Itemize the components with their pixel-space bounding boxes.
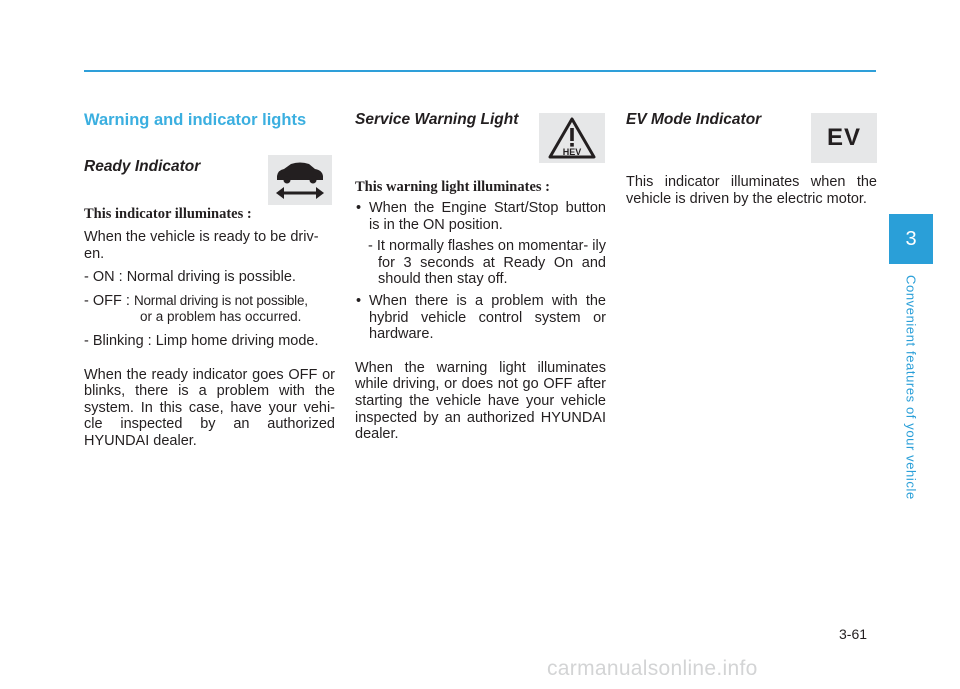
service-warning-lead: This warning light illuminates : <box>355 179 550 195</box>
off-text-line2: or a problem has occurred. <box>140 309 302 325</box>
list-item: - Blinking : Limp home driving mode. <box>84 332 319 349</box>
car-lift-arrows-icon <box>268 155 332 205</box>
ready-indicator-heading: Ready Indicator <box>84 158 201 175</box>
service-warning-para: When the warning light illuminates while driving, or does not go OFF after starting the vehicle have your vehicle inspected by an authorized HYUNDAI dealer. <box>355 359 606 443</box>
list-item: • When there is a problem with the hybrid vehicle control system or hardware. <box>355 293 606 343</box>
top-rule <box>84 70 876 72</box>
hev-warning-triangle-icon <box>539 113 605 163</box>
ev-icon-label: EV <box>826 124 861 151</box>
ev-mode-para: This indicator illuminates when the vehicle is driven by the electric motor. <box>626 174 877 207</box>
chapter-title <box>903 275 919 500</box>
ev-mode-icon <box>811 113 877 163</box>
watermark: carmanualsonline.info <box>547 657 758 680</box>
list-item: • When the Engine Start/Stop button is in the ON position. <box>355 200 606 233</box>
hev-icon-label: HEV <box>562 147 582 157</box>
list-item: - ON : Normal driving is possible. <box>84 269 296 286</box>
ready-indicator-lead: This indicator illuminates : <box>84 206 252 222</box>
ready-indicator-intro <box>84 229 335 262</box>
list-item-sub: - It normally flashes on momentar- ily for 3 seconds at Ready On and should then stay off. <box>368 238 606 288</box>
ready-indicator-para: When the ready indicator goes OFF or blinks, there is a problem with the system. In this case, have your vehi- cle inspected by an authorized HYUNDAI dealer. <box>84 366 335 449</box>
ev-mode-heading: EV Mode Indicator <box>626 111 762 128</box>
page-number: 3-61 <box>839 626 868 642</box>
service-warning-heading: Service Warning Light <box>355 111 519 128</box>
list-item-off <box>84 293 335 326</box>
chapter-title-text: Convenient features of your vehicle <box>903 275 919 500</box>
chapter-tab: 3 <box>889 214 933 264</box>
off-text-line1: Normal driving is not possible, <box>133 292 308 308</box>
off-label: - OFF : <box>84 292 130 309</box>
intro-text: When the vehicle is ready to be driv- en. <box>84 229 319 262</box>
section-heading: Warning and indicator lights <box>84 111 307 129</box>
